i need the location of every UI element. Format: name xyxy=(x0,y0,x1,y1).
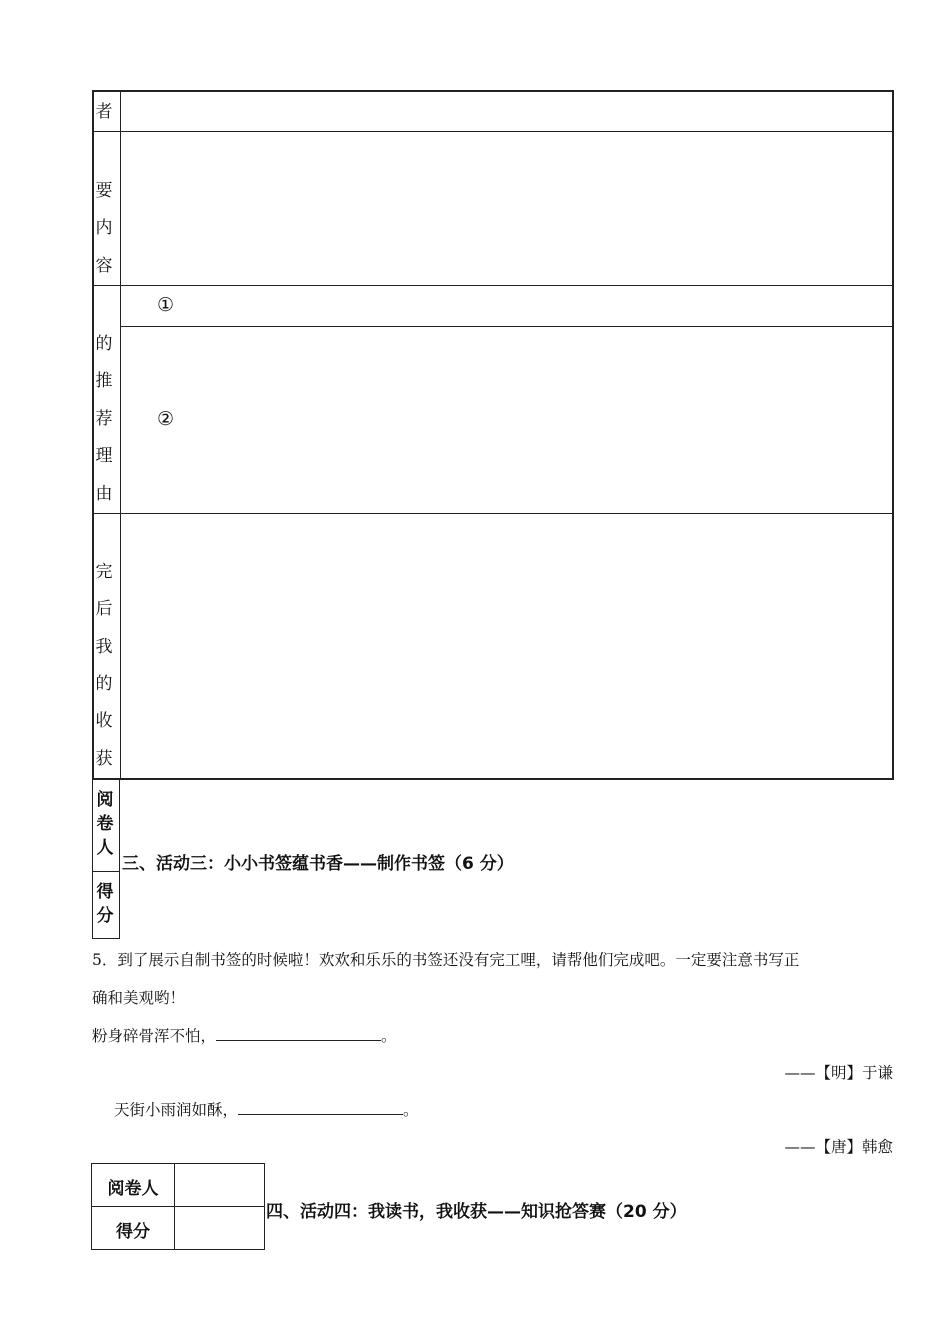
content-answer-area[interactable] xyxy=(122,133,892,285)
section3-title: 三、活动三：小小书签蕴书香——制作书签（6 分） xyxy=(122,854,514,874)
row-gain-label-char: 的 xyxy=(95,674,113,694)
question5-text-line1: 5．到了展示自制书签的时候啦！欢欢和乐乐的书签还没有完工哩，请帮他们完成吧。一定要注意书写正 xyxy=(92,951,800,969)
poem1-suffix: 。 xyxy=(381,1027,397,1045)
row-content-label-char: 要 xyxy=(95,181,113,201)
row-reason-label-char: 推 xyxy=(95,371,113,391)
row-content-label-char: 容 xyxy=(95,256,113,276)
score-box-middle-border xyxy=(92,871,120,872)
poem1-attribution: ——【明】于谦 xyxy=(784,1064,893,1082)
row-gain-label-char: 我 xyxy=(95,637,113,657)
row-gain-label-char: 完 xyxy=(95,562,113,582)
section4-title: 四、活动四：我读书，我收获——知识抢答赛（20 分） xyxy=(266,1202,687,1222)
score-table-bottom xyxy=(91,1249,265,1250)
table-border-top xyxy=(92,90,894,92)
reason-1-answer-area[interactable] xyxy=(185,287,885,325)
poem1-fill-blank[interactable] xyxy=(216,1026,381,1041)
row-content-label-char: 内 xyxy=(95,218,113,238)
row-reason-label-char: 由 xyxy=(95,484,113,504)
table-inner-row-divider xyxy=(120,326,894,327)
poem1-line xyxy=(92,1024,397,1046)
gain-answer-area[interactable] xyxy=(122,515,892,777)
score-table-top xyxy=(91,1163,265,1164)
section3-grader-label: 阅卷人 xyxy=(96,790,114,858)
score-box-bottom-border xyxy=(92,938,120,939)
table-row-divider xyxy=(92,285,894,286)
poem2-suffix: 。 xyxy=(403,1101,419,1119)
poem2-line xyxy=(114,1098,419,1120)
poem2-attribution: ——【唐】韩愈 xyxy=(784,1138,893,1156)
table-border-bottom xyxy=(92,778,894,780)
poem1-prefix: 粉身碎骨浑不怕， xyxy=(92,1027,217,1045)
table-row-divider xyxy=(92,131,894,132)
question5-text-line2: 确和美观哟！ xyxy=(92,989,186,1007)
reason-marker-1: ① xyxy=(157,294,175,316)
reason-marker-2: ② xyxy=(157,408,175,430)
section4-grader-input[interactable] xyxy=(176,1165,263,1205)
section3-score-label: 得分 xyxy=(96,882,114,926)
section4-score-label: 得分 xyxy=(116,1222,150,1242)
score-table-right xyxy=(264,1163,265,1250)
poem2-prefix: 天街小雨润如酥， xyxy=(114,1101,239,1119)
section4-grader-label: 阅卷人 xyxy=(107,1179,159,1199)
row-gain-label-char: 后 xyxy=(95,599,113,619)
reason-2-answer-area[interactable] xyxy=(185,328,885,512)
table-column-divider xyxy=(120,90,121,780)
table-row-divider xyxy=(92,513,894,514)
section4-score-input[interactable] xyxy=(176,1208,263,1248)
row-gain-label-char: 收 xyxy=(95,711,113,731)
row-author-label: 者 xyxy=(95,102,113,122)
row-reason-label-char: 的 xyxy=(95,334,113,354)
row-gain-label-char: 获 xyxy=(95,749,113,769)
table-border-right xyxy=(892,90,894,780)
row-reason-label-char: 理 xyxy=(95,446,113,466)
row-reason-label-char: 荐 xyxy=(95,409,113,429)
score-table-middle xyxy=(91,1206,265,1207)
score-box-right-border xyxy=(119,779,120,939)
score-table-divider xyxy=(174,1163,175,1250)
poem2-fill-blank[interactable] xyxy=(238,1100,403,1115)
